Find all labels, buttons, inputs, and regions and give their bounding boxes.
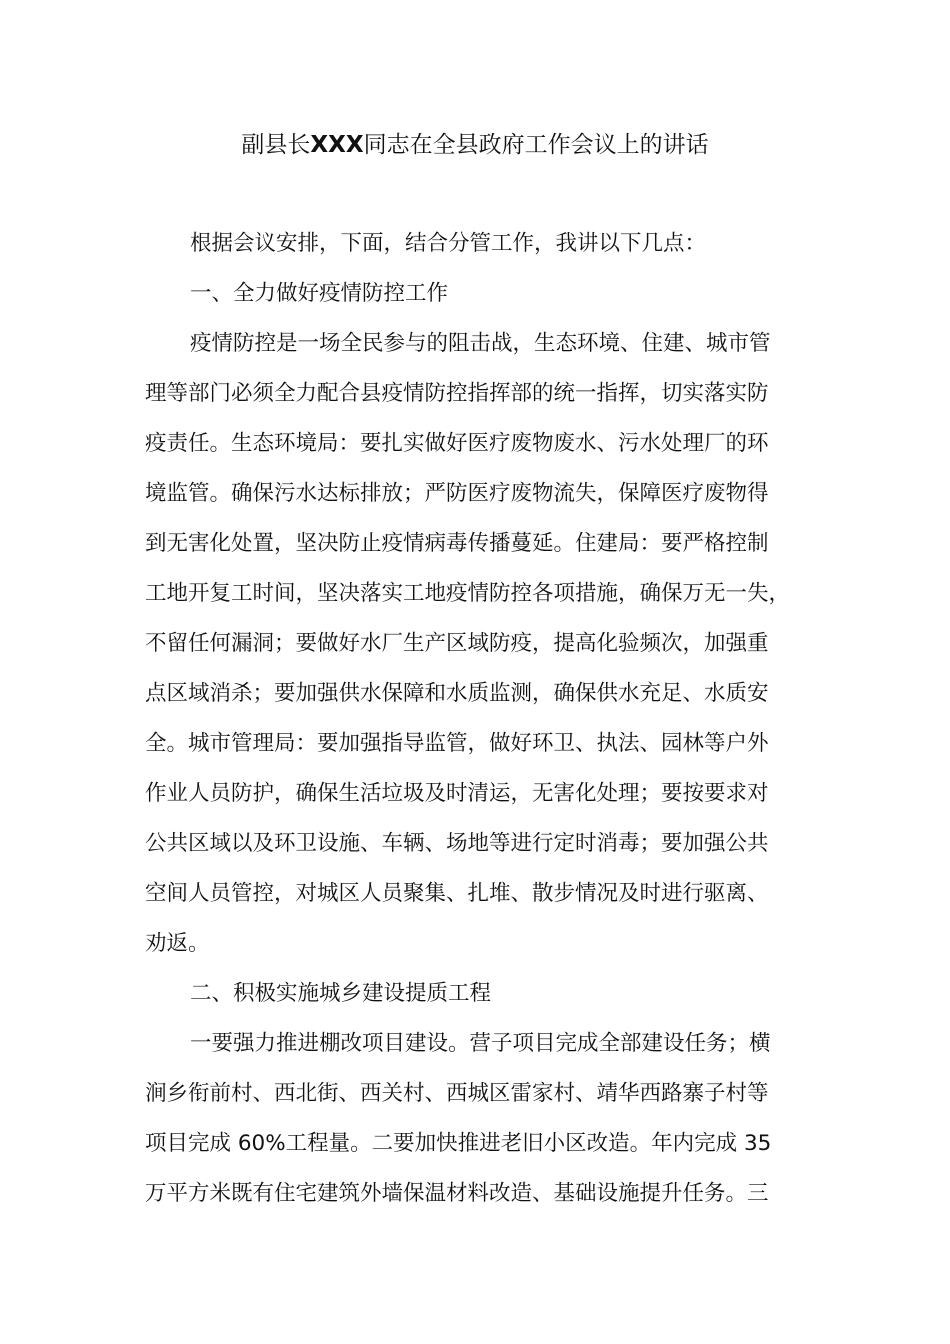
paragraph-line: 点区域消杀；要加强供水保障和水质监测，确保供水充足、水质安 [145,681,769,706]
paragraph-line: 空间人员管控，对城区人员聚集、扎堆、散步情况及时进行驱离、 [145,881,769,906]
paragraph-line: 疫情防控是一场全民参与的阻击战，生态环境、住建、城市管 [190,331,771,356]
title-suffix: 同志在全县政府工作会议上的讲话 [363,132,709,158]
paragraph-line: 万平方米既有住宅建筑外墙保温材料改造、基础设施提升任务。三 [145,1181,769,1206]
paragraph-line: 到无害化处置，坚决防止疫情病毒传播蔓延。住建局：要严格控制 [145,531,769,556]
paragraph-line: 劝返。 [145,931,210,956]
paragraph-line: 工地开复工时间，坚决落实工地疫情防控各项措施，确保万无一失， [145,581,791,606]
paragraph-line: 境监管。确保污水达标排放；严防医疗废物流失，保障医疗废物得 [145,481,769,506]
section-heading-1: 一、全力做好疫情防控工作 [190,281,449,306]
paragraph-line: 项目完成 60%工程量。二要加快推进老旧小区改造。年内完成 35 [145,1131,772,1156]
paragraph-line: 不留任何漏洞；要做好水厂生产区域防疫，提高化验频次，加强重 [145,631,769,656]
paragraph-line: 涧乡衔前村、西北街、西关村、西城区雷家村、靖华西路寨子村等 [145,1081,769,1106]
paragraph-line: 全。城市管理局：要加强指导监管，做好环卫、执法、园林等户外 [145,731,769,756]
paragraph-line: 一要强力推进棚改项目建设。营子项目完成全部建设任务；横 [190,1031,771,1056]
section-heading-2: 二、积极实施城乡建设提质工程 [190,981,492,1006]
title-prefix: 副县长 [241,132,311,158]
paragraph-line: 公共区域以及环卫设施、车辆、场地等进行定时消毒；要加强公共 [145,831,769,856]
paragraph-line: 理等部门必须全力配合县疫情防控指挥部的统一指挥，切实落实防 [145,381,769,406]
intro-line: 根据会议安排，下面，结合分管工作，我讲以下几点： [190,231,707,256]
paragraph-line: 作业人员防护，确保生活垃圾及时清运，无害化处理；要按要求对 [145,781,769,806]
page-title [0,128,950,162]
title-name: XXX [310,132,364,158]
paragraph-line: 疫责任。生态环境局：要扎实做好医疗废物废水、污水处理厂的环 [145,431,769,456]
